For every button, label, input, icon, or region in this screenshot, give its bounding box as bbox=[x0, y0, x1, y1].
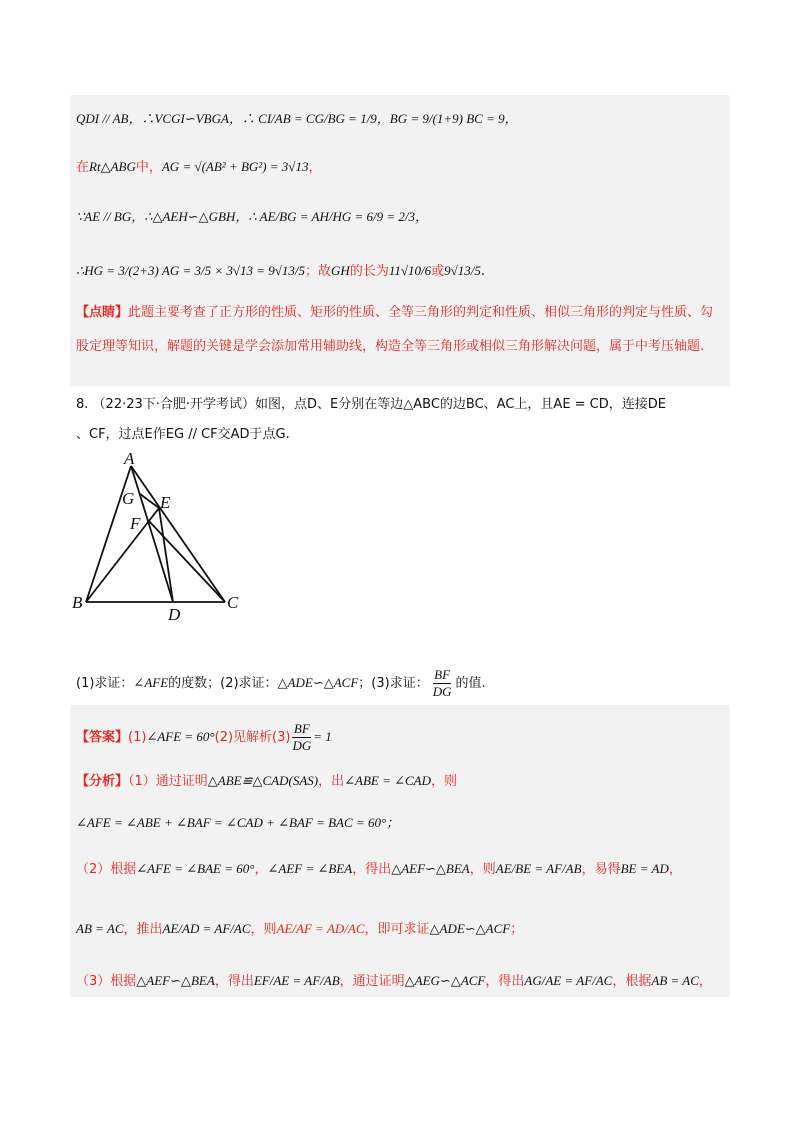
label-b: B bbox=[72, 593, 83, 612]
congruence-statement: △ABE≌△CAD(SAS) bbox=[207, 773, 319, 788]
analysis-text: ，推出 bbox=[123, 922, 163, 937]
analysis-text: ，则 bbox=[469, 862, 496, 877]
analysis-text: ，通过证明 bbox=[339, 974, 405, 989]
geometry-figure bbox=[60, 450, 260, 625]
label-e: E bbox=[160, 493, 171, 512]
analysis-text: ，得出 bbox=[352, 862, 392, 877]
angle-equality: ∠AFE = ∠BAE = 60° bbox=[136, 861, 255, 876]
answer-angle: ∠AFE = 60° bbox=[146, 729, 215, 744]
analysis-label: 【分析】 bbox=[76, 774, 129, 789]
analysis-text: （3）根据 bbox=[76, 974, 137, 989]
label-g: G bbox=[122, 489, 135, 508]
segment-equality: AB = AC bbox=[76, 921, 124, 936]
ratio-equation: AE/AD = AF/AC bbox=[162, 921, 251, 936]
text-period: . bbox=[480, 264, 486, 279]
text-mid: 中， bbox=[135, 160, 162, 175]
tip-paragraph bbox=[76, 296, 726, 364]
answer-line bbox=[76, 721, 332, 754]
question-source: （22·23下·合肥·开学考试） bbox=[92, 397, 256, 412]
sub-question-1: (1)求证： bbox=[76, 676, 134, 691]
ratio-equation: AE/BE = AF/AB bbox=[495, 861, 582, 876]
segment-equality: BE = AD bbox=[620, 861, 669, 876]
label-f: F bbox=[130, 514, 141, 533]
solution-line-1: QDI // AB，∴VCGI∽VBGA，∴ CI/AB = CG/BG = 1/9，BG = 9/(1+9) BC = 9， bbox=[76, 111, 518, 126]
analysis-line-4 bbox=[76, 920, 523, 939]
fraction-denominator: DG bbox=[432, 684, 452, 699]
analysis-line-5 bbox=[76, 972, 712, 991]
analysis-text: （1）通过证明 bbox=[128, 774, 208, 789]
sub-questions-line bbox=[76, 667, 486, 700]
fraction-bf-dg bbox=[433, 667, 452, 700]
analysis-text: ，得出 bbox=[214, 974, 254, 989]
segment-ad bbox=[131, 466, 173, 602]
segment-equality: AB = AC bbox=[651, 973, 699, 988]
text-prefix: 在 bbox=[76, 160, 90, 175]
analysis-text: ，易得 bbox=[581, 862, 621, 877]
similarity-statement: △AEG∽△ACF bbox=[404, 973, 486, 988]
similarity-statement: △AEF∽△BEA bbox=[391, 861, 470, 876]
similarity-statement: △AEF∽△BEA bbox=[136, 973, 215, 988]
text-or: 或 bbox=[431, 264, 445, 279]
label-d: D bbox=[168, 605, 181, 624]
segment-gh: GH bbox=[331, 263, 350, 278]
fraction-numerator: BF bbox=[434, 667, 451, 682]
pythagoras-expression: AG = √(AB² + BG²) = 3√13 bbox=[161, 159, 309, 174]
analysis-text: （2）根据 bbox=[76, 862, 137, 877]
solution-line-3: ∵AE // BG，∴△AEH∽△GBH，∴ AE/BG = AH/HG = 6/9 = 2/3， bbox=[76, 209, 428, 224]
ratio-equation: AG/AE = AF/AC bbox=[524, 973, 613, 988]
similarity-statement: △ADE∽△ACF bbox=[429, 921, 511, 936]
question-number: 8. bbox=[76, 397, 89, 412]
ratio-equation: AE/AF = AD/AC bbox=[276, 921, 365, 936]
answer-part-2: (2)见解析(3) bbox=[214, 730, 291, 745]
analysis-text: ，即可求证 bbox=[364, 922, 430, 937]
sub-question-2: 的度数；(2)求证： bbox=[168, 676, 278, 691]
solution-line-2 bbox=[76, 158, 321, 177]
text-gu: ；故 bbox=[305, 264, 332, 279]
question-text-1: 如图，点D、E分别在等边△ABC的边BC、AC上，且AE = CD，连接DE bbox=[255, 397, 666, 412]
angle-afe: ∠AFE bbox=[133, 675, 169, 690]
sub-question-end: 的值. bbox=[455, 676, 486, 691]
angle-equality: ∠AEF = ∠BEA bbox=[267, 861, 353, 876]
analysis-line-3: （2）根据∠AFE = ∠BAE = 60°，∠AEF = ∠BEA，得出△AEF∽△BEA，则AE/BE = AF/AB，易得BE = AD， bbox=[76, 861, 682, 877]
segment-be bbox=[86, 508, 159, 602]
analysis-text: ，则 bbox=[250, 922, 277, 937]
answer-equals: = 1 bbox=[313, 729, 332, 744]
analysis-line-2: ∠AFE = ∠ABE + ∠BAF = ∠CAD + ∠BAF = BAC = 60°； bbox=[76, 815, 400, 830]
solution-line-4 bbox=[76, 262, 485, 281]
text-end: ， bbox=[308, 160, 322, 175]
fraction-denominator: DG bbox=[292, 738, 312, 753]
side-ac bbox=[131, 466, 225, 602]
angle-equality: ∠ABE = ∠CAD bbox=[344, 773, 432, 788]
label-c: C bbox=[227, 593, 239, 612]
triangle-name: Rt△ABG bbox=[89, 159, 136, 174]
tip-label: 【点睛】 bbox=[76, 305, 129, 320]
answer-fraction bbox=[292, 721, 311, 754]
question-line-1 bbox=[76, 396, 666, 414]
analysis-text: ，出 bbox=[318, 774, 345, 789]
segment-de bbox=[159, 508, 173, 602]
analysis-line-1 bbox=[76, 772, 457, 791]
side-ab bbox=[86, 466, 131, 602]
analysis-text: ， bbox=[698, 974, 712, 989]
analysis-text: ，得出 bbox=[485, 974, 525, 989]
text-length-is: 的长为 bbox=[349, 264, 389, 279]
question-line-2: 、CF，过点E作EG // CF交AD于点G. bbox=[76, 427, 290, 442]
analysis-text: ，根据 bbox=[612, 974, 652, 989]
answer-value-2: 9√13/5 bbox=[444, 263, 481, 278]
analysis-text: ； bbox=[510, 922, 524, 937]
ratio-equation: EF/AE = AF/AB bbox=[253, 973, 340, 988]
tip-text: 此题主要考查了正方形的性质、矩形的性质、全等三角形的判定和性质、相似三角形的判定与性质、勾股定理等知识，解题的关键是学会添加常用辅助线，构造全等三角形或相似三角形解决问题，属于中考压轴题. bbox=[76, 305, 714, 354]
hg-expression: ∴HG = 3/(2+3) AG = 3/5 × 3√13 = 9√13/5 bbox=[76, 263, 306, 278]
sub-question-3: ；(3)求证： bbox=[358, 676, 429, 691]
answer-part-1: (1) bbox=[128, 730, 147, 745]
label-a: A bbox=[124, 450, 135, 468]
similar-triangles: △ADE∽△ACF bbox=[277, 675, 359, 690]
analysis-text: ，则 bbox=[431, 774, 458, 789]
answer-value-1: 11√10/6 bbox=[388, 263, 432, 278]
fraction-numerator: BF bbox=[293, 721, 310, 736]
answer-label: 【答案】 bbox=[76, 730, 129, 745]
